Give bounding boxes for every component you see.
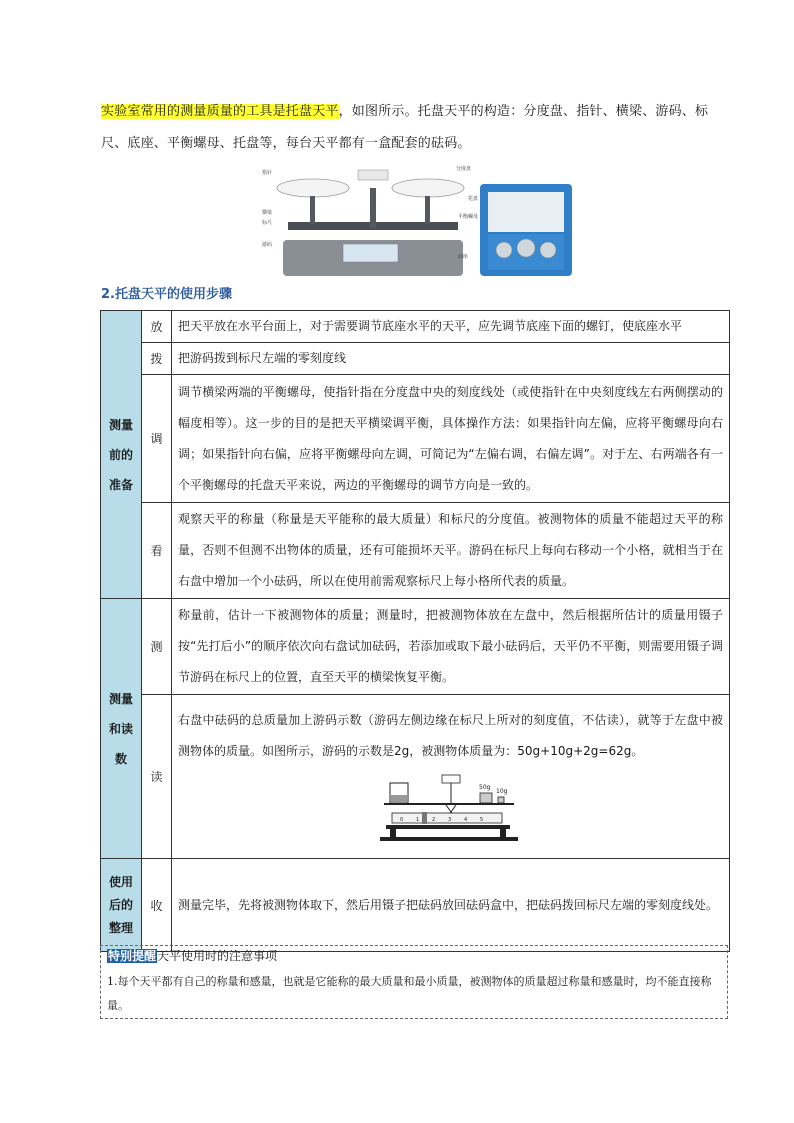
action-cell: 读 xyxy=(142,695,172,859)
tip-text: 1.每个天平都有自己的称量和感量，也就是它能称的最大质量和最小质量，被测物体的质量超过称量和感量时，均不能直接称量。 xyxy=(107,975,712,1012)
label-base: 底座 xyxy=(458,254,469,260)
table-row xyxy=(101,503,730,599)
action-cell: 调 xyxy=(142,375,172,503)
tick-label: 5 xyxy=(479,816,483,823)
section-title: 2.托盘天平的使用步骤 xyxy=(101,287,232,302)
balance-figure xyxy=(258,162,576,282)
category-cell xyxy=(101,599,142,859)
weight-label-50g: 50g xyxy=(478,783,490,791)
description-cell: 把游码拨到标尺左端的零刻度线 xyxy=(172,343,730,375)
description-cell: 把天平放在水平台面上，对于需要调节底座水平的天平，应先调节底座下面的螺钉，使底座水平 xyxy=(172,311,730,343)
tick-label: 2 xyxy=(431,816,435,823)
tip-label: 特别提醒 xyxy=(108,949,157,963)
weight-label-10g: 10g xyxy=(495,787,507,795)
tick-label: 3 xyxy=(447,816,451,823)
table-row xyxy=(101,859,730,952)
description-cell: 调节横梁两端的平衡螺母，使指针指在分度盘中央的刻度线处（或使指针在中央刻度线左右两侧摆动的幅度相等）。这一步的目的是把天平横梁调平衡，具体操作方法：如果指针向左偏，应将平衡螺母向右调；如果指针向右偏，应将平衡螺母向左调，可简记为“左偏右调，右偏左调”。对于左、右两端各有一个平衡螺母的托盘天平来说，两边的平衡螺母的调节方向是一致的。 xyxy=(172,375,730,503)
action-cell: 测 xyxy=(142,599,172,695)
label-nut: 平衡螺母 xyxy=(458,214,479,220)
description-cell: 测量完毕，先将被测物体取下，然后用镊子把砝码放回砝码盒中，把砝码拨回标尺左端的零刻度线处。 xyxy=(172,859,730,952)
label-beam: 横梁 xyxy=(262,210,273,216)
category-cell xyxy=(101,311,142,599)
table-row xyxy=(101,375,730,503)
category-label: 测量前的准备 xyxy=(109,417,134,492)
intro-rest: ，如图所示。托盘天平的构造：分度盘、指针、横梁、游码、标尺、底座、平衡螺母、托盘等，每台天平都有一盒配套的砝码。 xyxy=(101,104,709,151)
table-row xyxy=(101,695,730,859)
label-rider: 游码 xyxy=(262,242,273,248)
description-cell xyxy=(172,695,730,859)
steps-table xyxy=(100,310,730,952)
tick-label: 0 xyxy=(399,816,403,823)
category-label: 使用后的整理 xyxy=(109,874,134,935)
tip-box xyxy=(100,945,728,1019)
action-cell: 拨 xyxy=(142,343,172,375)
action-cell: 看 xyxy=(142,503,172,599)
table-row xyxy=(101,343,730,375)
intro-highlight: 实验室常用的测量质量的工具是托盘天平 xyxy=(101,104,339,119)
tick-label: 4 xyxy=(463,816,467,823)
description-cell: 称量前，估计一下被测物体的质量；测量时，把被测物体放在左盘中，然后根据所估计的质量用镊子按“先打后小”的顺序依次向右盘试加砝码，若添加或取下最小砝码后，天平仍不平衡，则需要用镊子调节游码在标尺上的位置，直至天平的横梁恢复平衡。 xyxy=(172,599,730,695)
table-row xyxy=(101,599,730,695)
description-cell: 观察天平的称量（称量是天平能称的最大质量）和标尺的分度值。被测物体的质量不能超过天平的称量，否则不但测不出物体的质量，还有可能损坏天平。游码在标尺上每向右移动一个小格，就相当于在右盘中增加一个小砝码，所以在使用前需观察标尺上每小格所代表的质量。 xyxy=(172,503,730,599)
label-scale: 标尺 xyxy=(262,220,273,226)
tip-header xyxy=(101,946,727,966)
action-cell: 放 xyxy=(142,311,172,343)
category-cell xyxy=(101,859,142,952)
label-dial: 分度盘 xyxy=(456,166,472,172)
label-pointer: 指针 xyxy=(262,170,273,176)
label-pan: 托盘 xyxy=(468,196,479,202)
category-label: 测量和读数 xyxy=(109,691,134,766)
read-text: 右盘中砝码的总质量加上游码示数（游码左侧边缘在标尺上所对的刻度值，不估读），就等于左盘中被测物体的质量。如图所示，游码的示数是2g，被测物体质量为：50g+10g+2g=62g。 xyxy=(178,712,723,758)
intro-paragraph xyxy=(101,96,729,160)
balance-reading-figure xyxy=(376,769,526,843)
tick-label: 1 xyxy=(415,816,419,823)
tip-title: 天平使用时的注意事项 xyxy=(157,949,278,963)
table-row xyxy=(101,311,730,343)
action-cell: 收 xyxy=(142,859,172,952)
